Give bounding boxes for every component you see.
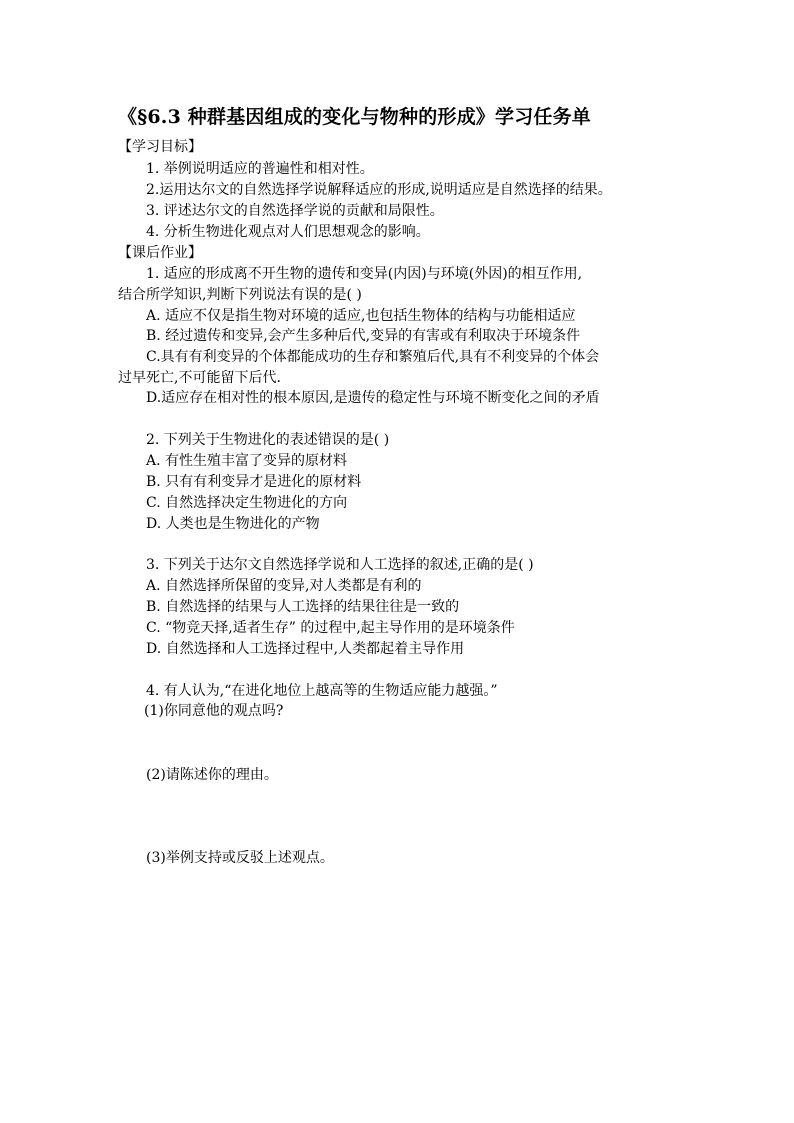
objectives-heading: 【学习目标】 bbox=[118, 139, 202, 155]
page-title: 《§6.3 种群基因组成的变化与物种的形成》学习任务单 bbox=[118, 106, 592, 128]
question-4-sub-3: (3)举例支持或反驳上述观点。 bbox=[146, 850, 334, 866]
question-1-option-c: C.具有有利变异的个体都能成功的生存和繁殖后代,具有不利变异的个体会 bbox=[146, 349, 600, 365]
question-3-option-a: A. 自然选择所保留的变异,对人类都是有利的 bbox=[146, 578, 422, 594]
question-3-option-d: D. 自然选择和人工选择过程中,人类都起着主导作用 bbox=[146, 641, 465, 657]
question-3-option-b: B. 自然选择的结果与人工选择的结果往往是一致的 bbox=[146, 599, 460, 615]
question-3-stem: 3. 下列关于达尔文自然选择学说和人工选择的叙述,正确的是( ) bbox=[146, 557, 534, 573]
objective-item-2: 2.运用达尔文的自然选择学说解释适应的形成,说明适应是自然选择的结果。 bbox=[146, 182, 612, 198]
question-2-stem: 2. 下列关于生物进化的表述错误的是( ) bbox=[146, 432, 390, 448]
question-2-option-c: C. 自然选择决定生物进化的方向 bbox=[146, 495, 348, 511]
question-1-option-b: B. 经过遗传和变异,会产生多种后代,变异的有害或有利取决于环境条件 bbox=[146, 328, 581, 344]
objective-item-4: 4. 分析生物进化观点对人们思想观念的影响。 bbox=[146, 224, 430, 240]
question-1-option-c-cont: 过早死亡,不可能留下后代. bbox=[118, 370, 281, 386]
question-1-stem: 1. 适应的形成离不开生物的遗传和变异(内因)与环境(外因)的相互作用, bbox=[146, 266, 583, 282]
objective-item-3: 3. 评述达尔文的自然选择学说的贡献和局限性。 bbox=[146, 203, 444, 219]
question-2-option-b: B. 只有有利变异才是进化的原材料 bbox=[146, 474, 362, 490]
question-4-sub-2: (2)请陈述你的理由。 bbox=[146, 767, 278, 783]
question-4-stem: 4. 有人认为,“在进化地位上越高等的生物适应能力越强。” bbox=[146, 683, 498, 699]
question-1-stem-cont: 结合所学知识,判断下列说法有误的是( ) bbox=[118, 287, 362, 303]
question-2-option-a: A. 有性生殖丰富了变异的原材料 bbox=[146, 453, 348, 469]
objective-item-1: 1. 举例说明适应的普遍性和相对性。 bbox=[146, 161, 374, 177]
question-1-option-d: D.适应存在相对性的根本原因,是遗传的稳定性与环境不断变化之间的矛盾 bbox=[146, 390, 600, 406]
question-4-sub-1: (1)你同意他的观点吗? bbox=[144, 703, 284, 719]
question-1-option-a: A. 适应不仅是指生物对环境的适应,也包括生物体的结构与功能相适应 bbox=[146, 308, 576, 324]
question-3-option-c: C. “物竞天择,适者生存” 的过程中,起主导作用的是环境条件 bbox=[146, 620, 515, 636]
question-2-option-d: D. 人类也是生物进化的产物 bbox=[146, 516, 320, 532]
homework-heading: 【课后作业】 bbox=[118, 245, 202, 261]
